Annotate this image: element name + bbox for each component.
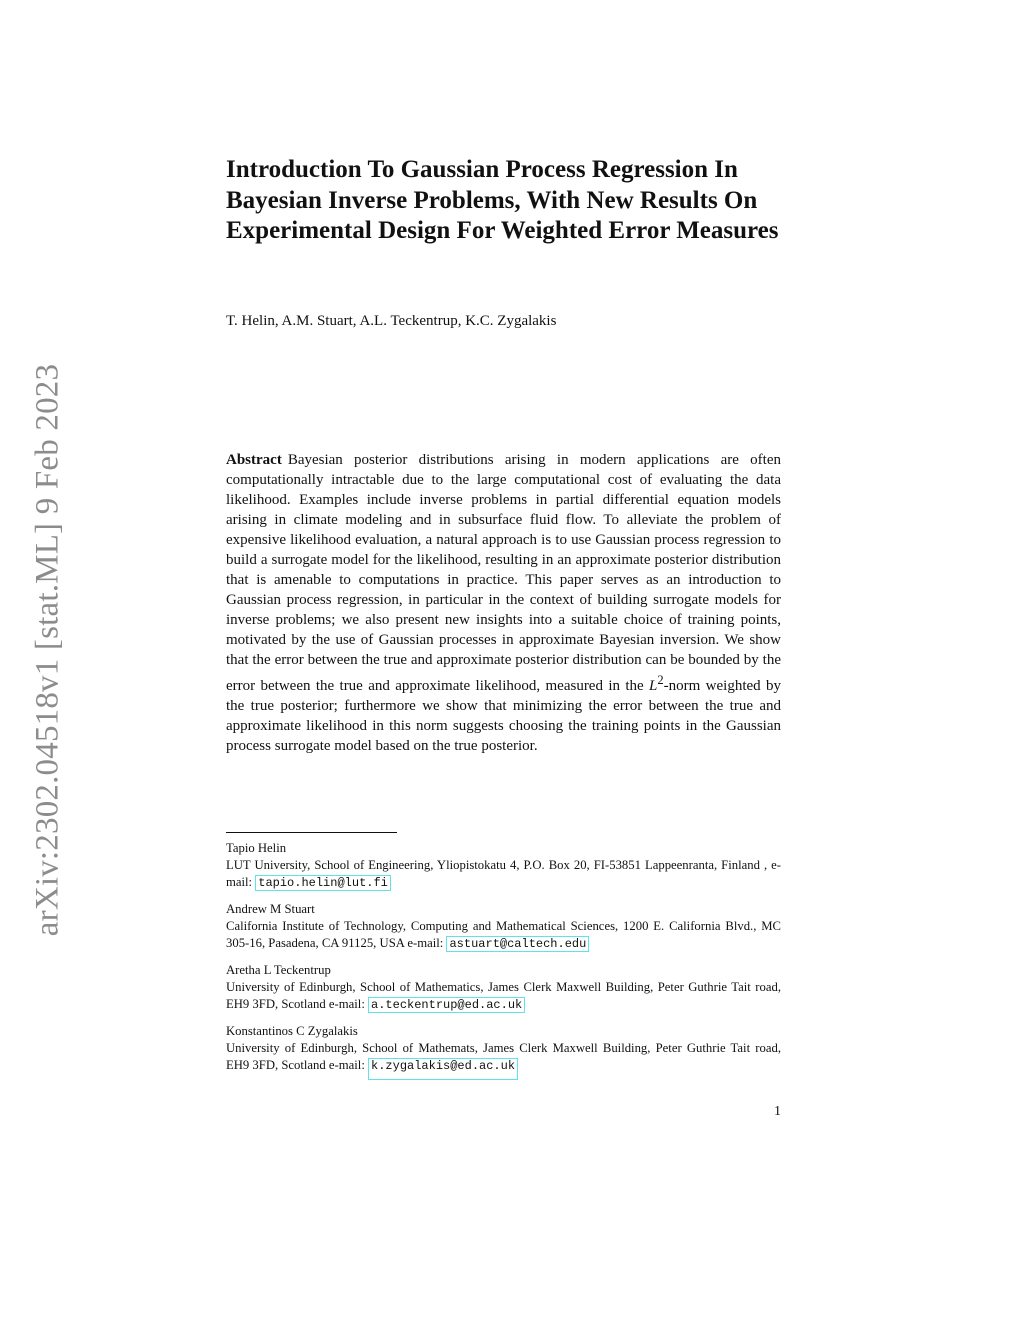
arxiv-identifier-stamp: arXiv:2302.04518v1 [stat.ML] 9 Feb 2023 [29,363,66,937]
footnote-divider [226,832,397,833]
affiliation-name: Andrew M Stuart [226,902,315,916]
author-affiliations [226,840,781,1084]
email-link-stuart[interactable]: astuart@caltech.edu [446,936,589,952]
abstract-text-part-2: -norm weighted by the true posterior; furthermore we show that minimizing the error between the true and approximate likelihood in this norm suggests choosing the training points in the Gaussian process surrogate model based on the true posterior. [226,678,782,754]
abstract [226,450,781,756]
address-text: University of Edinburgh, School of Mathemats, James Clerk Maxwell Building, Peter Guthrie Tait road, EH9 3FD, Scotland e-mail: [226,1041,781,1072]
author-list: T. Helin, A.M. Stuart, A.L. Teckentrup, K.C. Zygalakis [226,313,557,329]
email-link-helin[interactable]: tapio.helin@lut.fi [255,875,391,891]
affiliation-stuart [226,901,781,953]
email-link-zygalakis[interactable]: k.zygalakis@ed.ac.uk [368,1058,518,1080]
abstract-label: Abstract [226,452,282,468]
affiliation-helin [226,840,781,892]
norm-symbol: L [649,678,658,694]
abstract-text-part-1: Bayesian posterior distributions arising in modern applications are often computationally intractable due to the large computational cost of evaluating the data likelihood. Examples include inverse problems in partial differential equation models arising in climate modeling and in subsurface fluid flow. To alleviate the problem of expensive likelihood evaluation, a natural approach is to use Gaussian process regression to build a surrogate model for the likelihood, resulting in an approximate posterior distribution that is amenable to computations in practice. This paper serves as an introduction to Gaussian process regression, in particular in the context of building surrogate models for inverse problems; we also present new insights into a suitable choice of training points, motivated by the use of Gaussian processes in approximate Bayesian inversion. We show that the error between the true and approximate posterior distribution can be bounded by the error between the true and approximate likelihood, measured in the [226,452,781,694]
affiliation-name: Aretha L Teckentrup [226,963,331,977]
affiliation-teckentrup [226,962,781,1014]
affiliation-name: Konstantinos C Zygalakis [226,1024,358,1038]
address-text: University of Edinburgh, School of Mathematics, James Clerk Maxwell Building, Peter Guthrie Tait road, EH9 3FD, Scotland e-mail: [226,980,781,1011]
address-text: California Institute of Technology, Computing and Mathematical Sciences, 1200 E. California Blvd., MC 305-16, Pasadena, CA 91125, USA e-mail: [226,919,781,950]
email-link-teckentrup[interactable]: a.teckentrup@ed.ac.uk [368,997,525,1013]
affiliation-address [226,1040,781,1075]
affiliation-address [226,857,781,892]
paper-title: Introduction To Gaussian Process Regression In Bayesian Inverse Problems, With New Results On Experimental Design For Weighted Error Measures [226,156,779,244]
affiliation-address [226,979,781,1014]
norm-exponent: 2 [657,673,664,687]
page-number: 1 [774,1104,781,1119]
affiliation-name: Tapio Helin [226,841,287,855]
affiliation-address [226,918,781,953]
affiliation-zygalakis [226,1023,781,1075]
address-text: LUT University, School of Engineering, Yliopistokatu 4, P.O. Box 20, FI-53851 Lappeenranta, Finland , e-mail: [226,858,781,889]
